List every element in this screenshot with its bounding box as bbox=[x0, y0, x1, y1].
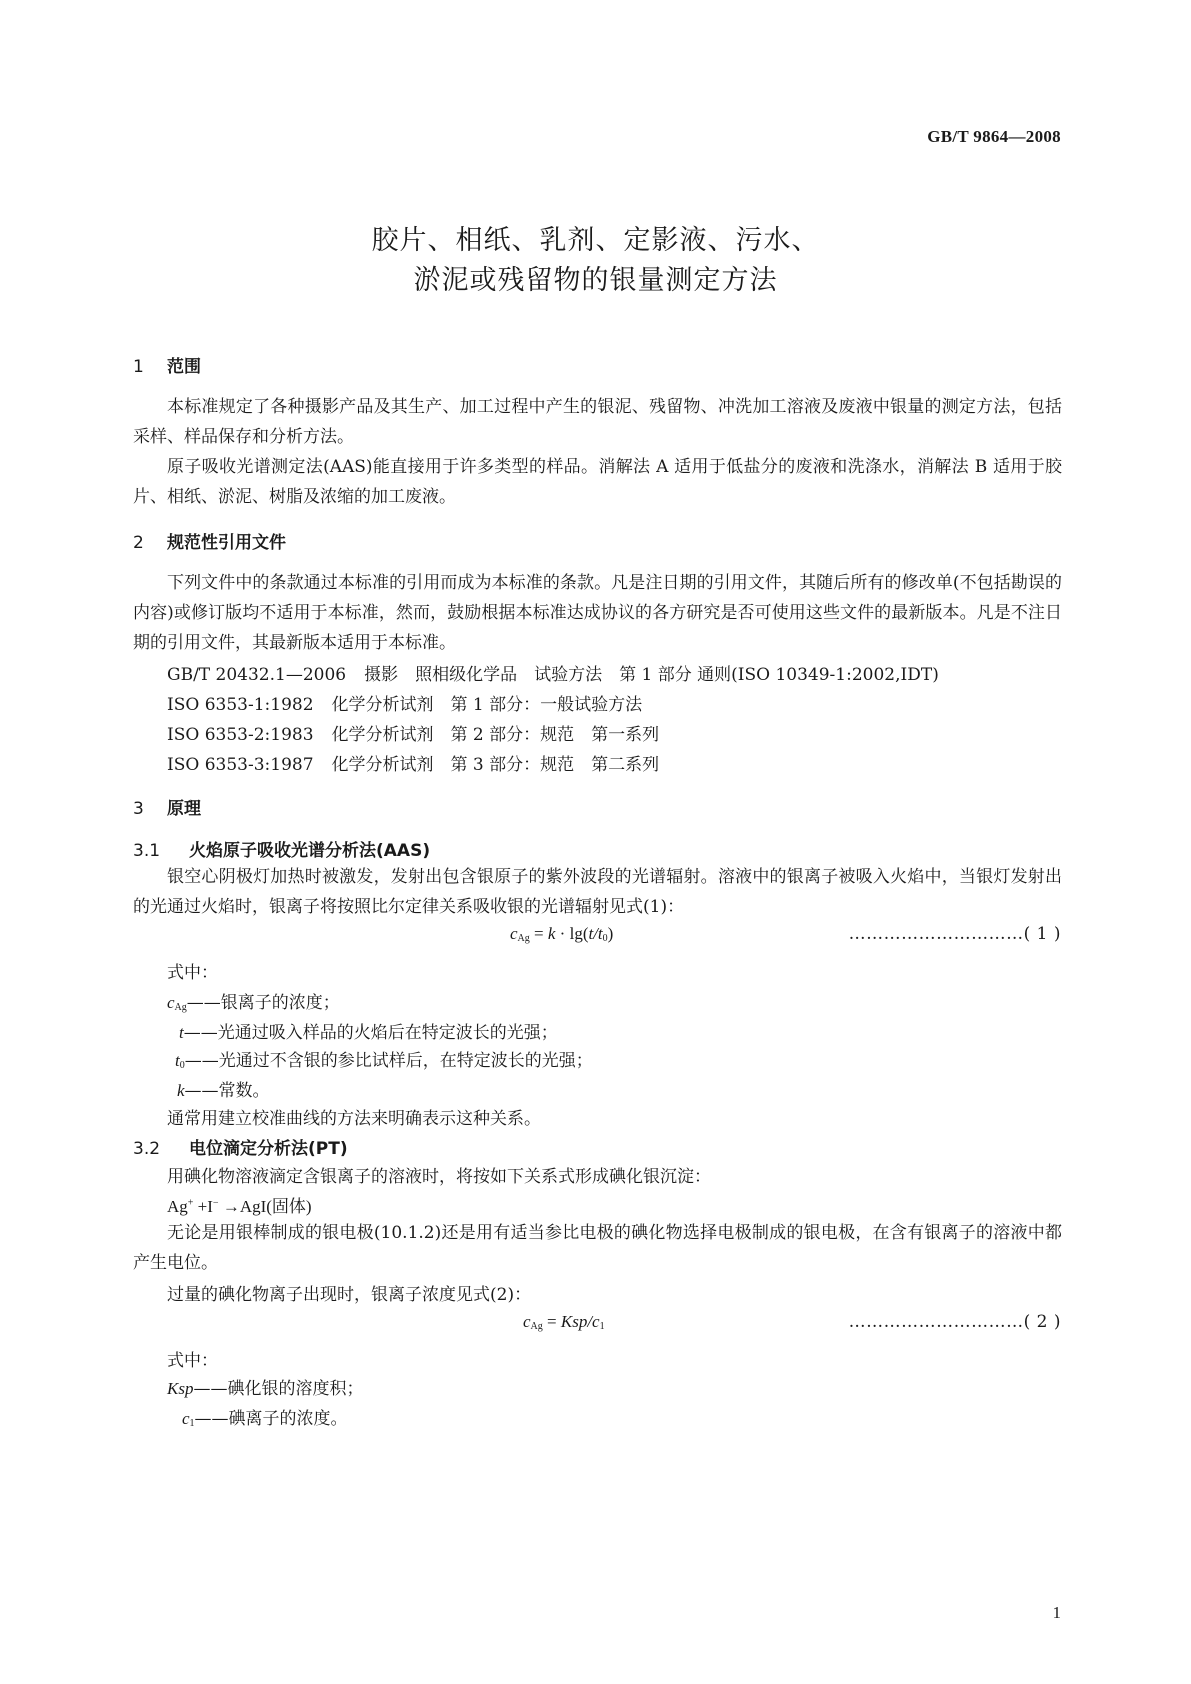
symbol-subscript: 0 bbox=[179, 1060, 185, 1071]
section-number: 2 bbox=[133, 533, 144, 553]
symbol: t bbox=[175, 1051, 180, 1070]
reference-item bbox=[167, 750, 659, 775]
definition-text: ——碘离子的浓度。 bbox=[194, 1409, 348, 1429]
section-2-heading bbox=[133, 528, 286, 553]
section-1-heading bbox=[133, 352, 201, 377]
reaction-state: (固体) bbox=[266, 1197, 312, 1216]
reference-item bbox=[167, 660, 939, 685]
reference-code: GB/T 20432.1—2006 bbox=[167, 665, 347, 685]
sec3-1-paragraph-2: 通常用建立校准曲线的方法来明确表示这种关系。 bbox=[167, 1109, 541, 1129]
definition-text: ——碘化银的溶度积； bbox=[193, 1379, 364, 1399]
reference-code: ISO 6353-2:1983 bbox=[167, 725, 314, 745]
standard-number: GB/T 9864—2008 bbox=[927, 127, 1061, 146]
subsection-3-2-heading bbox=[133, 1134, 348, 1159]
subsection-number: 3.2 bbox=[133, 1139, 161, 1159]
page-number: 1 bbox=[1052, 1603, 1061, 1622]
sec3-1-paragraph-1: 银空心阴极灯加热时被激发，发射出包含银原子的紫外波段的光谱辐射。溶液中的银离子被吸入火焰中，当银灯发射出的光通过火焰时，银离子将按照比尔定律关系吸收银的光谱辐射见式(1)： bbox=[133, 867, 1062, 917]
where-label: 式中： bbox=[167, 963, 218, 983]
section-title: 范围 bbox=[167, 357, 201, 377]
definition-item bbox=[167, 988, 340, 1013]
reaction-equation: Ag+ +I− →AgI(固体) bbox=[167, 1197, 312, 1216]
reference-code: ISO 6353-3:1987 bbox=[167, 755, 314, 775]
definition-text: ——光通过吸入样品的火焰后在特定波长的光强； bbox=[183, 1023, 558, 1043]
definition-item bbox=[179, 1018, 558, 1043]
sec1-paragraph-2: 原子吸收光谱测定法(AAS)能直接用于许多类型的样品。消解法 A 适用于低盐分的废液和洗涤水，消解法 B 适用于胶片、相纸、淤泥、树脂及浓缩的加工废液。 bbox=[133, 457, 1062, 507]
sec3-2-paragraph-1: 用碘化物溶液滴定含银离子的溶液时，将按如下关系式形成碘化银沉淀： bbox=[167, 1167, 711, 1187]
section-title: 规范性引用文件 bbox=[167, 533, 286, 553]
definition-text: ——银离子的浓度； bbox=[186, 993, 340, 1013]
definition-text: ——光通过不含银的参比试样后，在特定波长的光强； bbox=[184, 1051, 593, 1071]
symbol-subscript: Ag bbox=[174, 1002, 187, 1013]
symbol: c bbox=[167, 993, 175, 1012]
formula-2-number: …………………………( 2 ) bbox=[848, 1312, 1061, 1332]
section-number: 1 bbox=[133, 357, 144, 377]
where-label: 式中： bbox=[167, 1351, 218, 1371]
sec3-2-paragraph-3: 过量的碘化物离子出现时，银离子浓度见式(2)： bbox=[167, 1285, 532, 1305]
subsection-title: 火焰原子吸收光谱分析法(AAS) bbox=[189, 841, 431, 861]
reference-code: ISO 6353-1:1982 bbox=[167, 695, 314, 715]
sec2-paragraph-1: 下列文件中的条款通过本标准的引用而成为本标准的条款。凡是注日期的引用文件，其随后所有的修改单(不包括勘误的内容)或修订版均不适用于本标准，然而，鼓励根据本标准达成协议的各方研究是否可使用这些文件的最新版本。凡是不注日期的引用文件，其最新版本适用于本标准。 bbox=[133, 573, 1062, 653]
document-title-line-1: 胶片、相纸、乳剂、定影液、污水、 bbox=[371, 225, 820, 256]
subsection-3-1-heading bbox=[133, 836, 430, 861]
symbol: k bbox=[177, 1081, 185, 1100]
definition-item bbox=[182, 1404, 348, 1429]
definition-item bbox=[167, 1374, 363, 1399]
reference-title: 化学分析试剂 第 1 部分：一般试验方法 bbox=[331, 695, 643, 715]
sec3-2-paragraph-2: 无论是用银棒制成的银电极(10.1.2)还是用有适当参比电极的碘化物选择电极制成的银电极，在含有银离子的溶液中都产生电位。 bbox=[133, 1223, 1062, 1273]
symbol-subscript: 1 bbox=[189, 1418, 195, 1429]
symbol: t bbox=[179, 1023, 184, 1042]
subsection-title: 电位滴定分析法(PT) bbox=[189, 1139, 348, 1159]
section-3-heading bbox=[133, 794, 201, 819]
subsection-number: 3.1 bbox=[133, 841, 161, 861]
definition-item bbox=[175, 1046, 593, 1071]
reference-item bbox=[167, 690, 642, 715]
definition-item bbox=[177, 1076, 270, 1101]
symbol: Ksp bbox=[167, 1379, 194, 1398]
reference-title: 化学分析试剂 第 3 部分：规范 第二系列 bbox=[331, 755, 660, 775]
definition-text: ——常数。 bbox=[184, 1081, 270, 1101]
symbol: c bbox=[182, 1409, 190, 1428]
document-title-line-2: 淤泥或残留物的银量测定方法 bbox=[413, 265, 778, 296]
reference-title: 化学分析试剂 第 2 部分：规范 第一系列 bbox=[331, 725, 660, 745]
formula-1: $c_{Ag} = k \cdot \lg(t/t_0)$ bbox=[510, 924, 614, 944]
section-title: 原理 bbox=[167, 799, 201, 819]
formula-2: $c_{Ag} = Ksp/c_1$ bbox=[523, 1312, 605, 1332]
sec1-paragraph-1: 本标准规定了各种摄影产品及其生产、加工过程中产生的银泥、残留物、冲洗加工溶液及废液中银量的测定方法，包括采样、样品保存和分析方法。 bbox=[133, 397, 1062, 447]
reference-title: 摄影 照相级化学品 试验方法 第 1 部分 通则(ISO 10349-1:2002,IDT) bbox=[364, 665, 939, 685]
section-number: 3 bbox=[133, 799, 144, 819]
reference-item bbox=[167, 720, 659, 745]
formula-1-number: …………………………( 1 ) bbox=[848, 924, 1061, 944]
